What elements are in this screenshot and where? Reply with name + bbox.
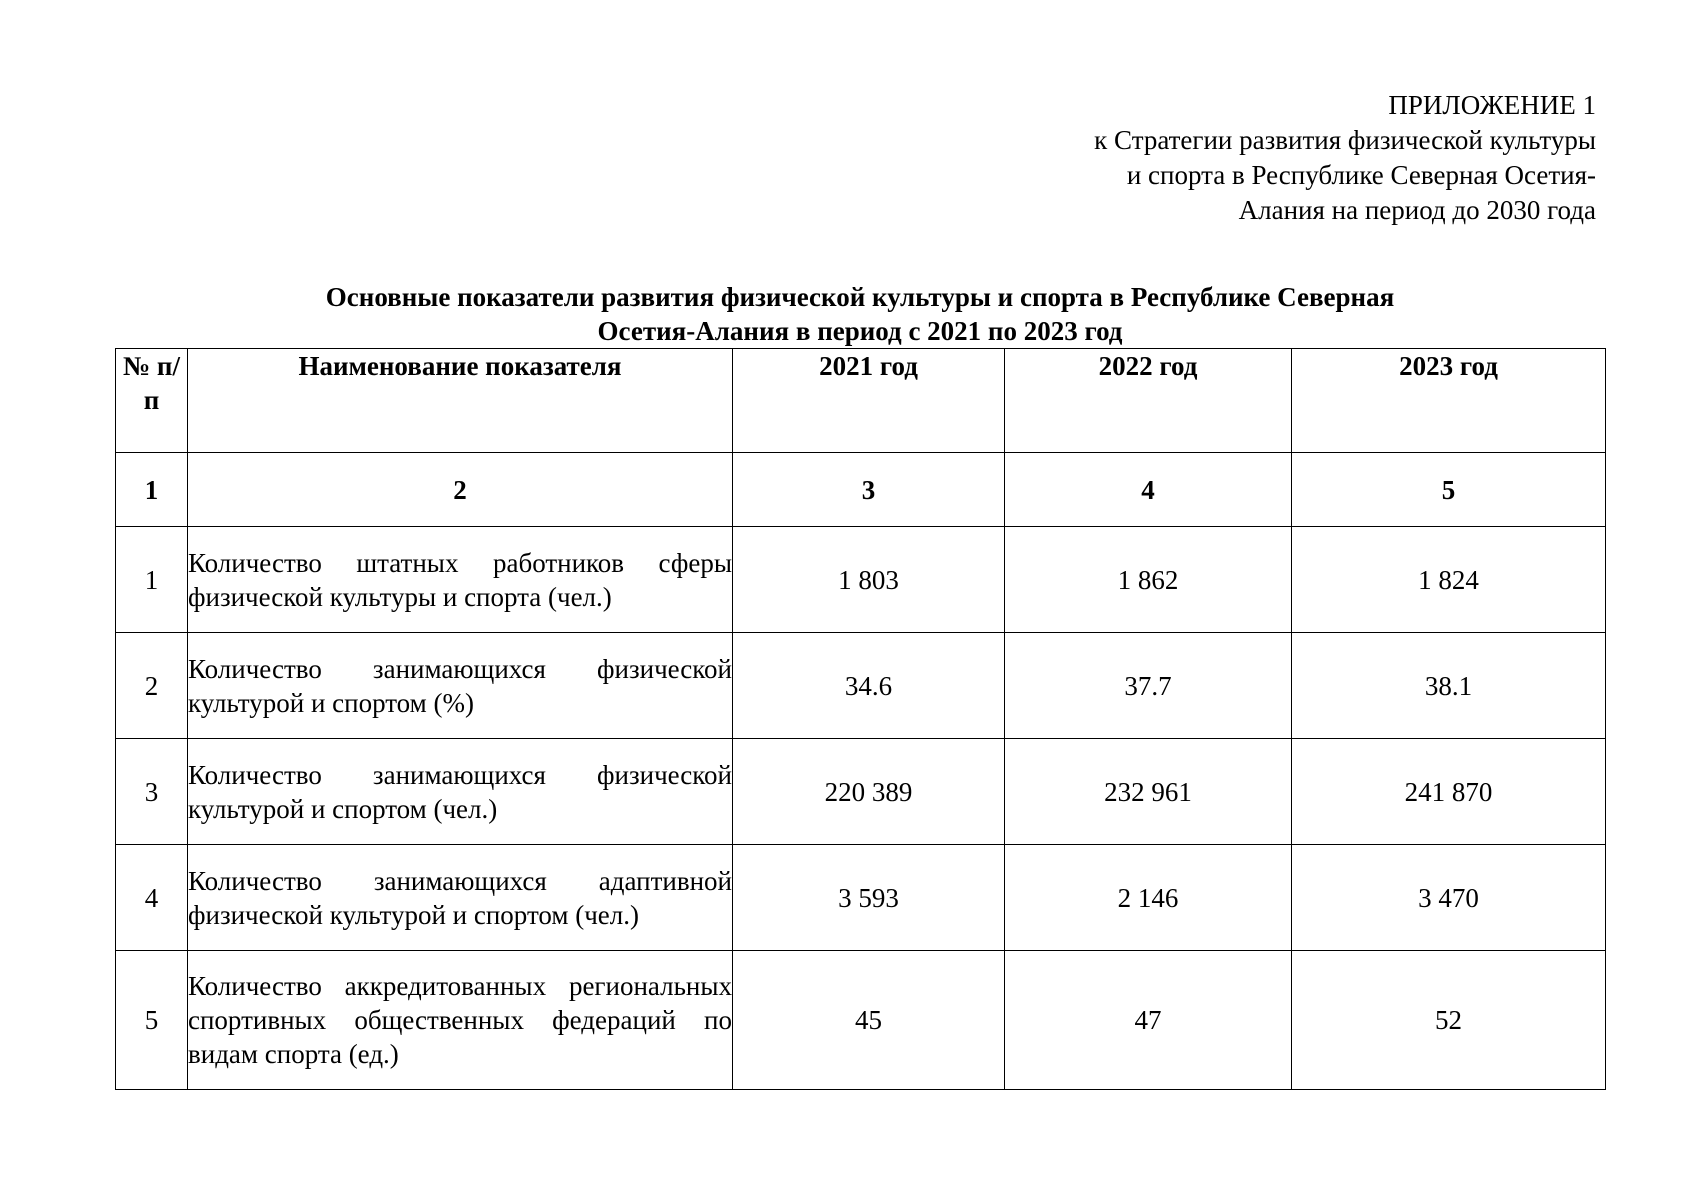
value-2023: 241 870 bbox=[1292, 739, 1606, 845]
appendix-line: ПРИЛОЖЕНИЕ 1 bbox=[1388, 90, 1596, 120]
document-title bbox=[115, 280, 1605, 348]
value-2021: 3 593 bbox=[733, 845, 1005, 951]
appendix-header bbox=[896, 88, 1596, 228]
table-row bbox=[116, 633, 1606, 739]
value-2022: 37.7 bbox=[1005, 633, 1292, 739]
indicator-name: Количество занимающихся физической культурой и спортом (%) bbox=[188, 633, 733, 739]
indicator-name: Количество занимающихся физической культурой и спортом (чел.) bbox=[188, 739, 733, 845]
row-number: 4 bbox=[116, 845, 188, 951]
appendix-line: и спорта в Республике Северная Осетия- bbox=[1126, 160, 1596, 190]
header-2023: 2023 год bbox=[1292, 349, 1606, 453]
table-row bbox=[116, 845, 1606, 951]
table-row bbox=[116, 527, 1606, 633]
value-2022: 47 bbox=[1005, 951, 1292, 1090]
row-number: 3 bbox=[116, 739, 188, 845]
row-number: 2 bbox=[116, 633, 188, 739]
value-2022: 232 961 bbox=[1005, 739, 1292, 845]
indicator-name: Количество занимающихся адаптивной физической культурой и спортом (чел.) bbox=[188, 845, 733, 951]
appendix-line: к Стратегии развития физической культуры bbox=[1094, 125, 1596, 155]
column-number: 5 bbox=[1292, 453, 1606, 527]
header-2022: 2022 год bbox=[1005, 349, 1292, 453]
value-2021: 34.6 bbox=[733, 633, 1005, 739]
indicators-table bbox=[115, 348, 1606, 1090]
header-num: № п/п bbox=[116, 349, 188, 453]
value-2021: 45 bbox=[733, 951, 1005, 1090]
value-2021: 1 803 bbox=[733, 527, 1005, 633]
column-number: 3 bbox=[733, 453, 1005, 527]
title-line: Основные показатели развития физической культуры и спорта в Республике Северная bbox=[325, 282, 1395, 312]
column-number-row bbox=[116, 453, 1606, 527]
value-2021: 220 389 bbox=[733, 739, 1005, 845]
indicator-name: Количество штатных работников сферы физической культуры и спорта (чел.) bbox=[188, 527, 733, 633]
title-line: Осетия-Алания в период с 2021 по 2023 год bbox=[597, 316, 1123, 346]
value-2022: 1 862 bbox=[1005, 527, 1292, 633]
header-2021: 2021 год bbox=[733, 349, 1005, 453]
table-row bbox=[116, 951, 1606, 1090]
column-number: 1 bbox=[116, 453, 188, 527]
value-2023: 52 bbox=[1292, 951, 1606, 1090]
column-number: 2 bbox=[188, 453, 733, 527]
table-row bbox=[116, 739, 1606, 845]
value-2023: 38.1 bbox=[1292, 633, 1606, 739]
value-2023: 1 824 bbox=[1292, 527, 1606, 633]
column-number: 4 bbox=[1005, 453, 1292, 527]
header-name: Наименование показателя bbox=[188, 349, 733, 453]
row-number: 1 bbox=[116, 527, 188, 633]
table-header-row bbox=[116, 349, 1606, 453]
value-2022: 2 146 bbox=[1005, 845, 1292, 951]
appendix-line: Алания на период до 2030 года bbox=[1238, 195, 1596, 225]
indicator-name: Количество аккредитованных региональных спортивных общественных федераций по видам спорта (ед.) bbox=[188, 951, 733, 1090]
value-2023: 3 470 bbox=[1292, 845, 1606, 951]
row-number: 5 bbox=[116, 951, 188, 1090]
